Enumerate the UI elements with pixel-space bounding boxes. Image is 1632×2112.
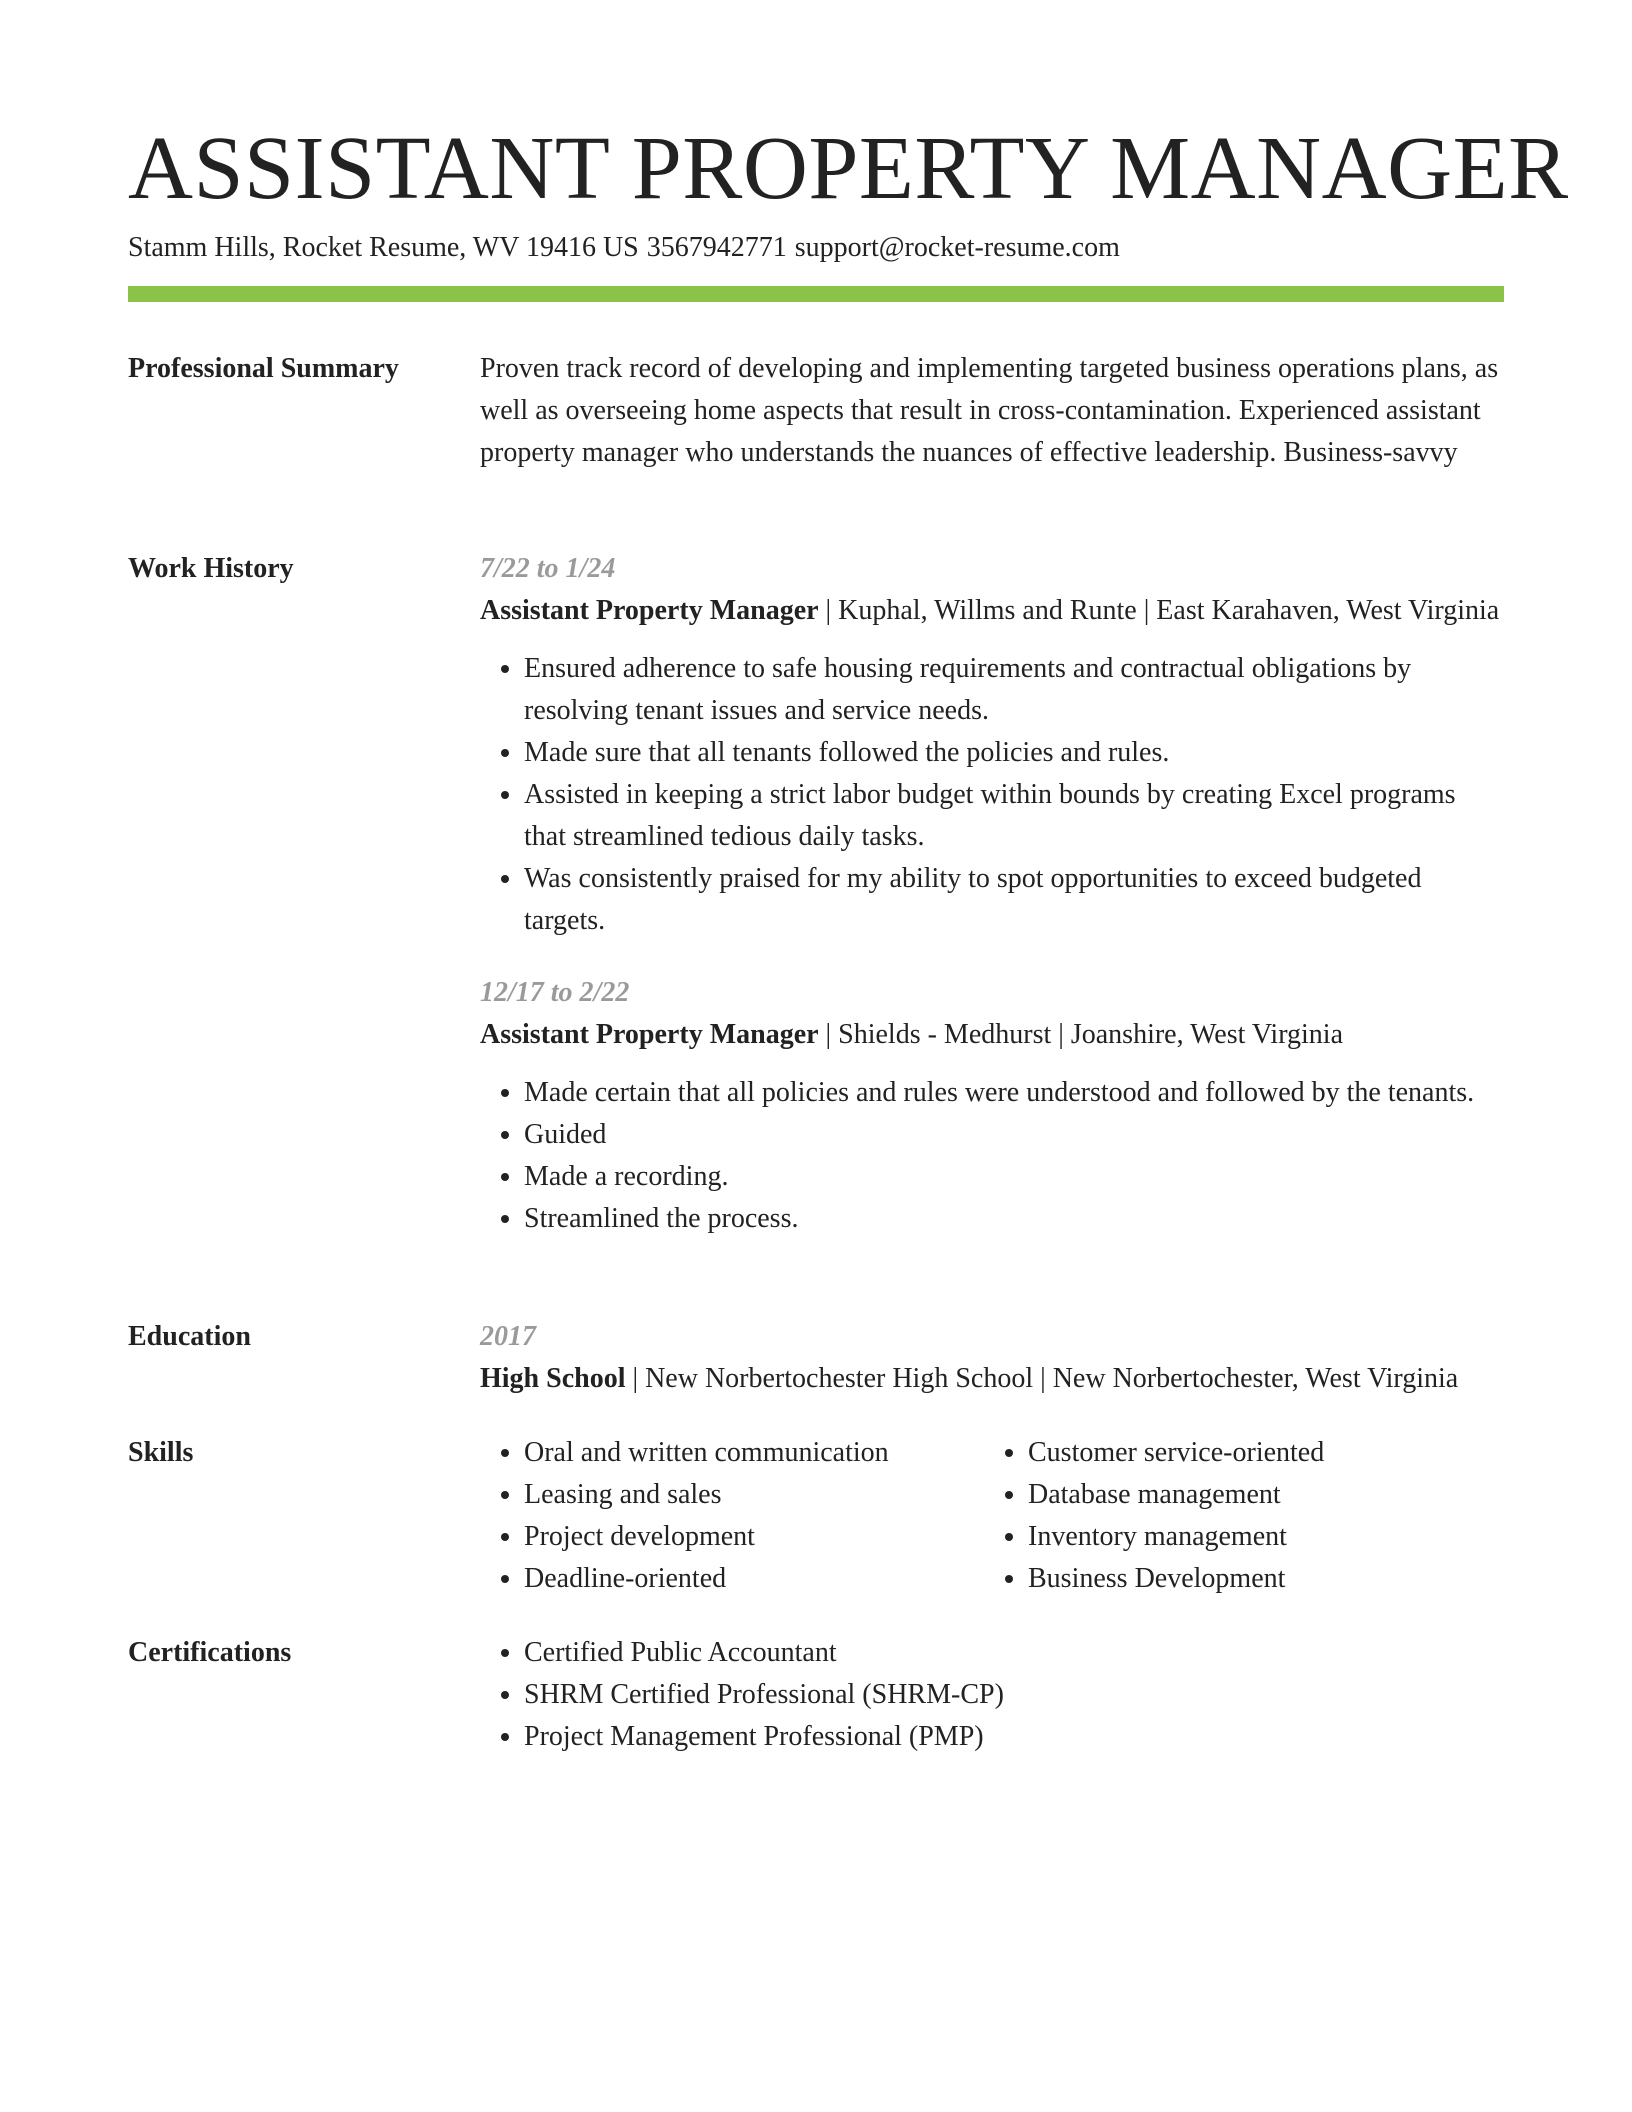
job-dates: 7/22 to 1/24 xyxy=(480,553,616,584)
skill-item: • Deadline-oriented xyxy=(524,1558,984,1600)
skills-columns xyxy=(480,1432,1504,1600)
skills-body xyxy=(480,1432,1504,1600)
section-label-skills: Skills xyxy=(128,1437,194,1468)
section-label-work-history: Work History xyxy=(128,553,294,584)
certification-item: • Certified Public Accountant xyxy=(524,1632,1504,1674)
job-bullet: • Was consistently praised for my ability to spot opportunities to exceed budgeted targets. xyxy=(524,858,1504,942)
certifications-body xyxy=(480,1632,1504,1758)
job-entry xyxy=(480,548,1504,942)
education-year: 2017 xyxy=(480,1321,536,1352)
education-body xyxy=(480,1316,1504,1400)
summary-body xyxy=(480,348,1504,474)
job-bullet: • Streamlined the process. xyxy=(524,1198,1504,1240)
email: support@rocket-resume.com xyxy=(794,232,1120,263)
skill-item: • Business Development xyxy=(1028,1558,1488,1600)
job-bullets xyxy=(480,648,1504,942)
header-divider xyxy=(128,286,1504,302)
job-bullet: • Ensured adherence to safe housing requirements and contractual obligations by resolving tenant issues and service needs. xyxy=(524,648,1504,732)
section-label-summary: Professional Summary xyxy=(128,353,399,384)
education-details: | New Norbertochester High School | New Norbertochester, West Virginia xyxy=(625,1363,1459,1394)
phone: 3567942771 xyxy=(646,232,787,263)
skills-list-right xyxy=(984,1432,1488,1600)
education-heading xyxy=(480,1358,1504,1400)
certifications-list xyxy=(480,1632,1504,1758)
skill-item: • Project development xyxy=(524,1516,984,1558)
address: Stamm Hills, Rocket Resume, WV 19416 US xyxy=(128,232,639,263)
job-bullet: • Made sure that all tenants followed the policies and rules. xyxy=(524,732,1504,774)
job-bullets xyxy=(480,1072,1504,1240)
summary-text: Proven track record of developing and implementing targeted business operations plans, as well as overseeing home aspects that result in cross-contamination. Experienced assistant property manager who understands the nuances of effective leadership. Business-savvy xyxy=(480,353,1499,468)
section-label-certifications: Certifications xyxy=(128,1637,292,1668)
job-heading xyxy=(480,590,1504,632)
skill-item: • Customer service-oriented xyxy=(1028,1432,1488,1474)
skill-item: • Oral and written communication xyxy=(524,1432,984,1474)
skills-list-left xyxy=(480,1432,984,1600)
skill-item: • Database management xyxy=(1028,1474,1488,1516)
job-bullet: • Guided xyxy=(524,1114,1504,1156)
job-dates: 12/17 to 2/22 xyxy=(480,977,630,1008)
job-bullet: • Made certain that all policies and rules were understood and followed by the tenants. xyxy=(524,1072,1504,1114)
job-bullet: • Made a recording. xyxy=(524,1156,1504,1198)
skill-item: • Leasing and sales xyxy=(524,1474,984,1516)
job-heading xyxy=(480,1014,1504,1056)
certification-item: • Project Management Professional (PMP) xyxy=(524,1716,1504,1758)
work-history-body xyxy=(480,548,1504,1240)
job-title: Assistant Property Manager xyxy=(480,1019,819,1050)
resume-title: ASSISTANT PROPERTY MANAGER xyxy=(128,119,1569,218)
job-entry xyxy=(480,972,1504,1240)
job-details: | Kuphal, Willms and Runte | East Karahaven, West Virginia xyxy=(818,595,1500,626)
job-details: | Shields - Medhurst | Joanshire, West Virginia xyxy=(818,1019,1344,1050)
education-degree: High School xyxy=(480,1363,626,1394)
contact-line xyxy=(128,230,1120,266)
job-title: Assistant Property Manager xyxy=(480,595,819,626)
certification-item: • SHRM Certified Professional (SHRM-CP) xyxy=(524,1674,1504,1716)
job-bullet: • Assisted in keeping a strict labor budget within bounds by creating Excel programs that streamlined tedious daily tasks. xyxy=(524,774,1504,858)
skill-item: • Inventory management xyxy=(1028,1516,1488,1558)
section-label-education: Education xyxy=(128,1321,251,1352)
